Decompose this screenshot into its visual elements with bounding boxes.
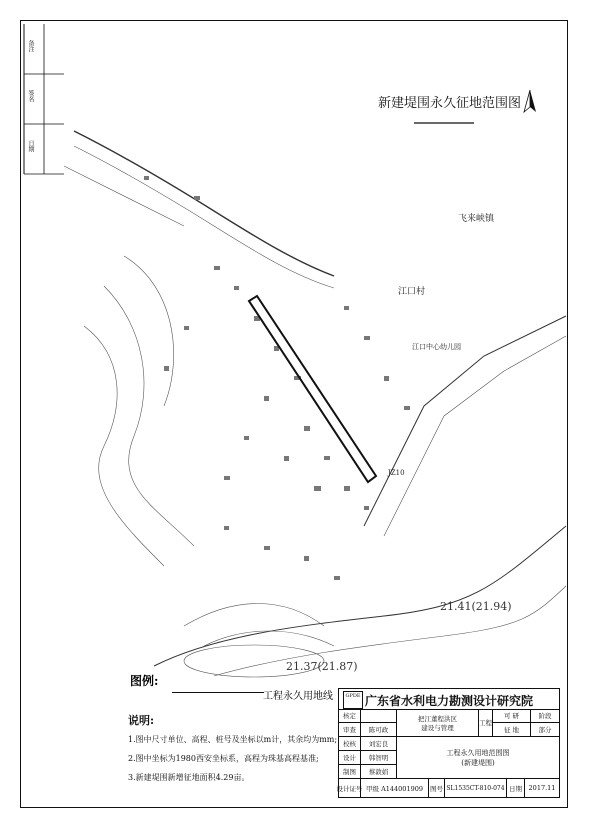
institute-logo-icon: GPDE: [343, 691, 363, 709]
permanent-land-boundary: [249, 296, 376, 482]
row-label-review: 审查: [339, 723, 361, 737]
drawing-no: SL1535CT-810-074: [445, 779, 507, 797]
stage-value: 可 研: [493, 709, 531, 723]
binding-label-date: 日期: [27, 140, 34, 152]
drawing-title-cell: [397, 737, 559, 779]
title-block-header: [339, 689, 559, 710]
legend-line-sample: [172, 692, 264, 693]
project-label: 工程: [479, 709, 493, 737]
part-value: 征 地: [493, 723, 531, 737]
note-item: 3.新建堤围新增征地面积4.29亩。: [128, 773, 250, 782]
row-label-approve: 核定: [339, 709, 361, 723]
binding-label-remark: 备注: [27, 40, 34, 52]
map-title: 新建堤围永久征地范围图: [378, 96, 522, 111]
stage-col: 阶段: [531, 709, 559, 723]
part-col: 部分: [531, 723, 559, 737]
notes-heading: 说明:: [128, 714, 155, 727]
cert-value: 甲级 A144001909: [361, 779, 429, 797]
drawing-no-label: 图号: [429, 779, 445, 797]
date-value: 2017.11: [528, 784, 556, 792]
label-town: 飞来峡镇: [458, 214, 495, 224]
row-label-check: 校核: [339, 737, 361, 751]
row-label-design: 设计: [339, 751, 361, 765]
label-village: 江口村: [398, 287, 426, 297]
date-label: 日期: [507, 779, 525, 797]
name-check: 刘宏良: [361, 737, 397, 751]
label-road: JZ10: [388, 469, 405, 477]
note-item: 2.图中坐标为1980西安坐标系，高程为珠基高程基准;: [128, 754, 319, 763]
legend-heading: 图例:: [130, 674, 159, 688]
label-kindergarten: 江口中心幼儿园: [412, 343, 461, 351]
title-block: [338, 688, 560, 798]
project-name: 把江董程洪区 建设与管理: [397, 709, 479, 737]
organization-name: 广东省水利电力勘测设计研究院: [365, 694, 534, 708]
name-design: 韩智明: [361, 751, 397, 765]
row-label-cert: 设计证号: [339, 779, 361, 797]
name-draw: 蔡敦娟: [361, 765, 397, 779]
name-approve: [361, 709, 397, 723]
notes-block: [128, 712, 338, 791]
topographic-map: [64, 26, 566, 676]
drawing-title: 工程永久用地范围图: [446, 748, 510, 757]
legend-item-label: 工程永久用地线: [263, 691, 333, 702]
north-arrow-icon: [524, 90, 536, 112]
settlement-texture: [144, 176, 410, 580]
drawing-subtitle: (新建堤围): [461, 758, 495, 767]
elevation-south: 21.37(21.87): [286, 660, 358, 673]
note-item: 1.图中尺寸单位、高程、桩号及坐标以m计，其余均为mm;: [128, 735, 338, 744]
row-label-draw: 制图: [339, 765, 361, 779]
elevation-east: 21.41(21.94): [440, 600, 512, 613]
binding-label-sign: 签名: [27, 90, 34, 102]
name-review: 陈可政: [361, 723, 397, 737]
